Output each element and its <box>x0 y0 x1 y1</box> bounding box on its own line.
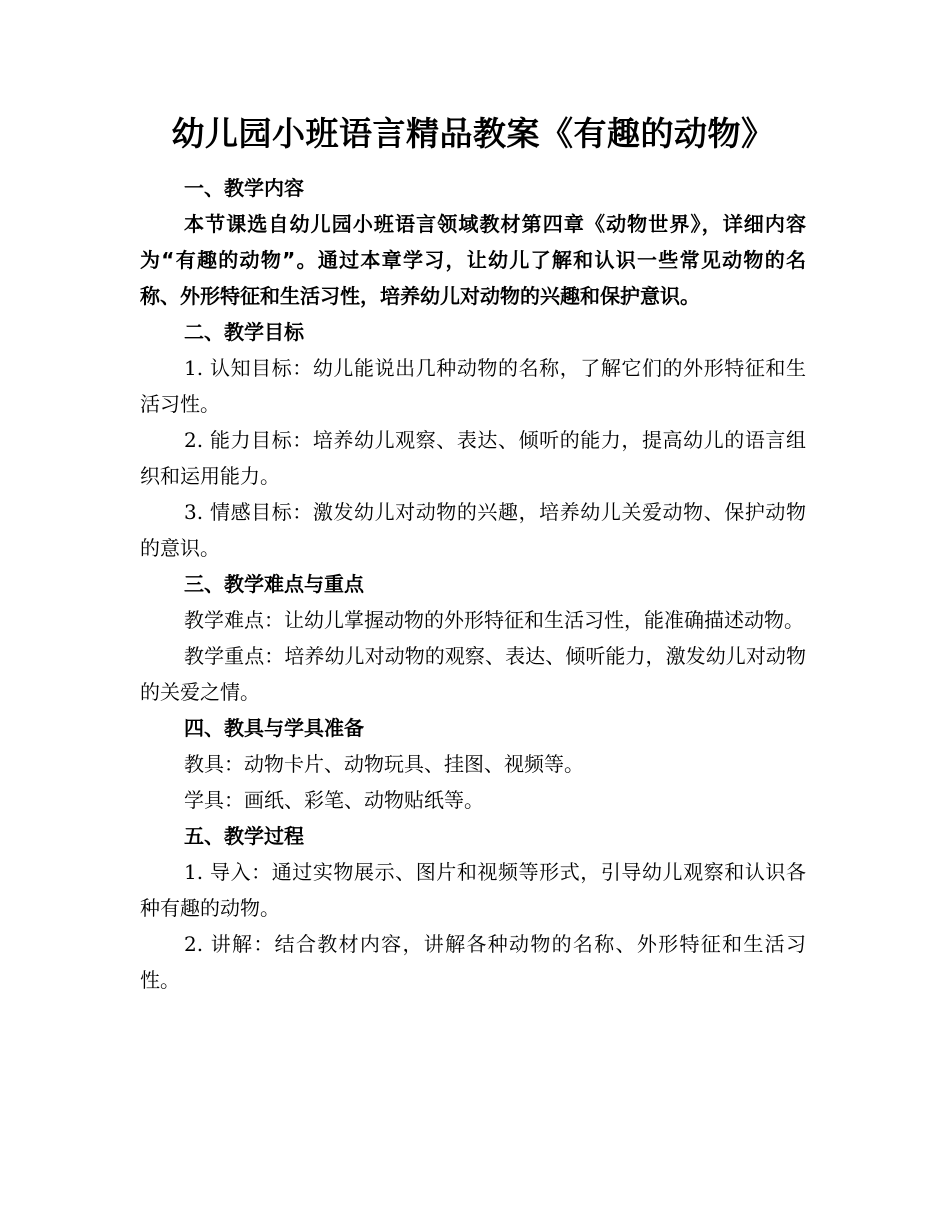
section-teaching-content <box>140 170 806 314</box>
paragraph: 教学难点：让幼儿掌握动物的外形特征和生活习性，能准确描述动物。 <box>184 608 804 632</box>
document-page <box>140 112 806 998</box>
section-heading: 五、教学过程 <box>184 824 304 848</box>
section-heading: 三、教学难点与重点 <box>184 572 364 596</box>
paragraph: 教具：动物卡片、动物玩具、挂图、视频等。 <box>184 752 584 776</box>
section-heading: 一、教学内容 <box>184 176 304 200</box>
paragraph: 1. 导入：通过实物展示、图片和视频等形式，引导幼儿观察和认识各种有趣的动物。 <box>140 860 806 920</box>
paragraph: 2. 讲解：结合教材内容，讲解各种动物的名称、外形特征和生活习性。 <box>140 932 806 992</box>
paragraph: 教学重点：培养幼儿对动物的观察、表达、倾听能力，激发幼儿对动物的关爱之情。 <box>140 644 806 704</box>
paragraph: 3. 情感目标：激发幼儿对动物的兴趣，培养幼儿关爱动物、保护动物的意识。 <box>140 500 806 560</box>
section-teaching-goals <box>140 314 806 566</box>
paragraph: 本节课选自幼儿园小班语言领域教材第四章《动物世界》，详细内容为“有趣的动物”。通过本章学习，让幼儿了解和认识一些常见动物的名称、外形特征和生活习性，培养幼儿对动物的兴趣和保护意识。 <box>140 212 806 308</box>
section-heading: 四、教具与学具准备 <box>184 716 364 740</box>
document-title: 幼儿园小班语言精品教案《有趣的动物》 <box>171 114 775 153</box>
paragraph: 2. 能力目标：培养幼儿观察、表达、倾听的能力，提高幼儿的语言组织和运用能力。 <box>140 428 806 488</box>
paragraph: 学具：画纸、彩笔、动物贴纸等。 <box>184 788 484 812</box>
section-teaching-process <box>140 818 806 998</box>
section-heading: 二、教学目标 <box>184 320 304 344</box>
section-teaching-aids <box>140 710 806 818</box>
section-difficulties-and-focus <box>140 566 806 710</box>
paragraph: 1. 认知目标：幼儿能说出几种动物的名称，了解它们的外形特征和生活习性。 <box>140 356 806 416</box>
